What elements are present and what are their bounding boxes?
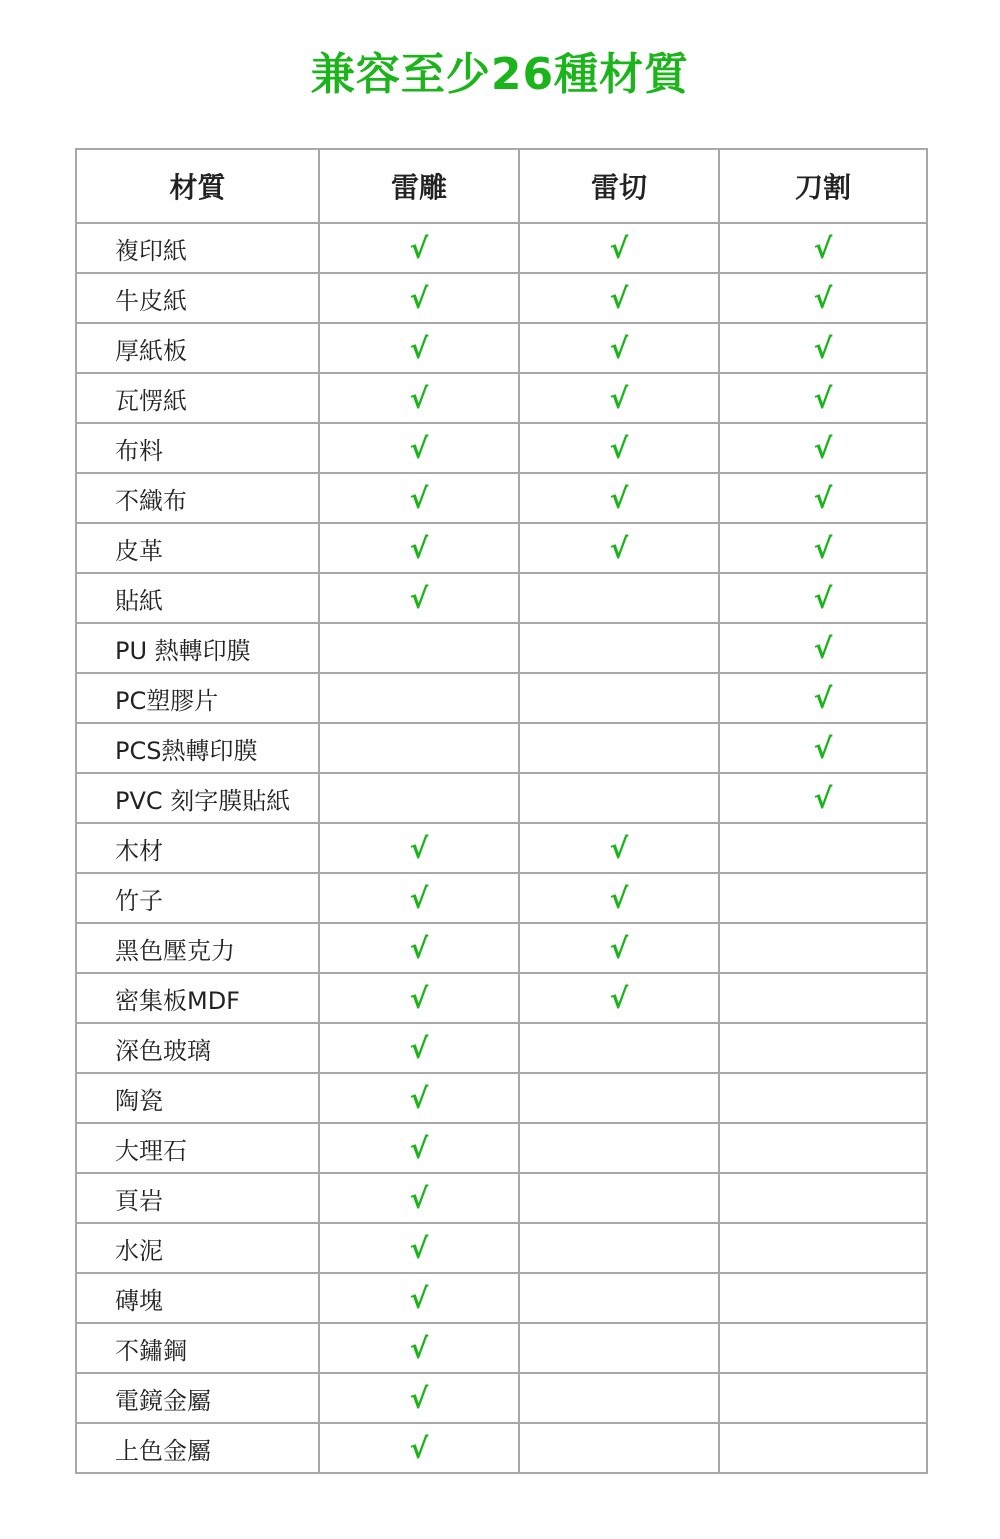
header-laser-cut: 雷切 xyxy=(519,149,719,223)
laser-cut-cell xyxy=(519,873,719,923)
material-name: PCS熱轉印膜 xyxy=(76,723,319,773)
table-row xyxy=(76,673,927,723)
laser-cut-cell xyxy=(519,1123,719,1173)
engrave-check-icon: √ xyxy=(409,1431,429,1465)
engrave-cell xyxy=(319,973,519,1023)
material-name: 不鏽鋼 xyxy=(76,1323,319,1373)
knife-cut-cell xyxy=(719,1273,927,1323)
knife-cut-cell xyxy=(719,273,927,323)
knife-cut-cell xyxy=(719,373,927,423)
engrave-cell xyxy=(319,423,519,473)
knife-cut-cell xyxy=(719,973,927,1023)
material-name: 深色玻璃 xyxy=(76,1023,319,1073)
engrave-check-icon: √ xyxy=(409,481,429,515)
material-name: 木材 xyxy=(76,823,319,873)
laser-cut-cell xyxy=(519,1223,719,1273)
laser-cut-cell xyxy=(519,1373,719,1423)
engrave-cell xyxy=(319,823,519,873)
knife-cut-cell xyxy=(719,873,927,923)
table-row xyxy=(76,623,927,673)
engrave-check-icon: √ xyxy=(409,1131,429,1165)
laser-cut-cell xyxy=(519,1323,719,1373)
laser-cut-check-icon: √ xyxy=(609,931,629,965)
engrave-cell xyxy=(319,623,519,673)
knife-cut-cell xyxy=(719,1373,927,1423)
material-name: 黑色壓克力 xyxy=(76,923,319,973)
material-name: 皮革 xyxy=(76,523,319,573)
laser-cut-cell xyxy=(519,623,719,673)
laser-cut-check-icon: √ xyxy=(609,431,629,465)
laser-cut-check-icon: √ xyxy=(609,531,629,565)
material-name: 不織布 xyxy=(76,473,319,523)
engrave-cell xyxy=(319,223,519,273)
laser-cut-cell xyxy=(519,823,719,873)
table-row xyxy=(76,1073,927,1123)
table-row xyxy=(76,1023,927,1073)
knife-cut-cell xyxy=(719,623,927,673)
knife-cut-cell xyxy=(719,823,927,873)
laser-cut-cell xyxy=(519,923,719,973)
laser-cut-check-icon: √ xyxy=(609,281,629,315)
knife-cut-cell xyxy=(719,523,927,573)
table-row xyxy=(76,373,927,423)
page-title: 兼容至少26種材質 xyxy=(310,49,690,100)
header-material: 材質 xyxy=(76,149,319,223)
engrave-cell xyxy=(319,673,519,723)
table-body xyxy=(76,223,927,1473)
engrave-cell xyxy=(319,1273,519,1323)
knife-cut-check-icon: √ xyxy=(813,281,833,315)
material-name: 貼紙 xyxy=(76,573,319,623)
table-row xyxy=(76,1273,927,1323)
engrave-check-icon: √ xyxy=(409,1181,429,1215)
knife-cut-cell xyxy=(719,423,927,473)
engrave-check-icon: √ xyxy=(409,1331,429,1365)
table-row xyxy=(76,423,927,473)
material-name: 竹子 xyxy=(76,873,319,923)
engrave-cell xyxy=(319,773,519,823)
knife-cut-check-icon: √ xyxy=(813,431,833,465)
engrave-cell xyxy=(319,273,519,323)
engrave-cell xyxy=(319,873,519,923)
material-name: 密集板MDF xyxy=(76,973,319,1023)
knife-cut-cell xyxy=(719,223,927,273)
knife-cut-check-icon: √ xyxy=(813,331,833,365)
engrave-cell xyxy=(319,1223,519,1273)
material-name: 磚塊 xyxy=(76,1273,319,1323)
engrave-check-icon: √ xyxy=(409,581,429,615)
laser-cut-check-icon: √ xyxy=(609,231,629,265)
engrave-cell xyxy=(319,1373,519,1423)
engrave-check-icon: √ xyxy=(409,1081,429,1115)
knife-cut-cell xyxy=(719,723,927,773)
engrave-check-icon: √ xyxy=(409,331,429,365)
laser-cut-cell xyxy=(519,373,719,423)
laser-cut-check-icon: √ xyxy=(609,881,629,915)
table-row xyxy=(76,723,927,773)
engrave-check-icon: √ xyxy=(409,831,429,865)
material-name: PU 熱轉印膜 xyxy=(76,623,319,673)
table-row xyxy=(76,1423,927,1473)
engrave-cell xyxy=(319,1323,519,1373)
engrave-check-icon: √ xyxy=(409,1031,429,1065)
laser-cut-cell xyxy=(519,323,719,373)
engrave-check-icon: √ xyxy=(409,381,429,415)
engrave-cell xyxy=(319,923,519,973)
knife-cut-cell xyxy=(719,1223,927,1273)
engrave-cell xyxy=(319,1123,519,1173)
engrave-cell xyxy=(319,523,519,573)
laser-cut-cell xyxy=(519,523,719,573)
knife-cut-cell xyxy=(719,1073,927,1123)
knife-cut-check-icon: √ xyxy=(813,581,833,615)
knife-cut-check-icon: √ xyxy=(813,531,833,565)
engrave-check-icon: √ xyxy=(409,881,429,915)
material-name: 厚紙板 xyxy=(76,323,319,373)
engrave-check-icon: √ xyxy=(409,531,429,565)
engrave-check-icon: √ xyxy=(409,1231,429,1265)
engrave-cell xyxy=(319,473,519,523)
knife-cut-check-icon: √ xyxy=(813,381,833,415)
laser-cut-check-icon: √ xyxy=(609,331,629,365)
laser-cut-cell xyxy=(519,273,719,323)
material-name: 電鏡金屬 xyxy=(76,1373,319,1423)
material-name: PC塑膠片 xyxy=(76,673,319,723)
knife-cut-cell xyxy=(719,923,927,973)
knife-cut-cell xyxy=(719,1123,927,1173)
laser-cut-cell xyxy=(519,423,719,473)
material-name: 頁岩 xyxy=(76,1173,319,1223)
laser-cut-cell xyxy=(519,973,719,1023)
knife-cut-check-icon: √ xyxy=(813,731,833,765)
engrave-cell xyxy=(319,1423,519,1473)
table-row xyxy=(76,773,927,823)
laser-cut-cell xyxy=(519,573,719,623)
engrave-cell xyxy=(319,1073,519,1123)
material-name: 瓦愣紙 xyxy=(76,373,319,423)
knife-cut-check-icon: √ xyxy=(813,231,833,265)
header-knife-cut: 刀割 xyxy=(719,149,927,223)
laser-cut-cell xyxy=(519,1023,719,1073)
table-row xyxy=(76,273,927,323)
laser-cut-cell xyxy=(519,1073,719,1123)
laser-cut-cell xyxy=(519,1423,719,1473)
table-row xyxy=(76,1223,927,1273)
header-engrave: 雷雕 xyxy=(319,149,519,223)
materials-compatibility-table xyxy=(75,148,928,1474)
table-row xyxy=(76,1123,927,1173)
laser-cut-check-icon: √ xyxy=(609,981,629,1015)
laser-cut-cell xyxy=(519,473,719,523)
knife-cut-cell xyxy=(719,1423,927,1473)
table-row xyxy=(76,823,927,873)
engrave-cell xyxy=(319,373,519,423)
engrave-check-icon: √ xyxy=(409,1381,429,1415)
engrave-check-icon: √ xyxy=(409,281,429,315)
knife-cut-cell xyxy=(719,1323,927,1373)
table-row xyxy=(76,323,927,373)
knife-cut-check-icon: √ xyxy=(813,481,833,515)
engrave-check-icon: √ xyxy=(409,981,429,1015)
laser-cut-cell xyxy=(519,773,719,823)
laser-cut-cell xyxy=(519,1273,719,1323)
knife-cut-check-icon: √ xyxy=(813,781,833,815)
knife-cut-cell xyxy=(719,323,927,373)
laser-cut-check-icon: √ xyxy=(609,381,629,415)
table-row xyxy=(76,873,927,923)
material-name: 牛皮紙 xyxy=(76,273,319,323)
table-header-row xyxy=(76,149,927,223)
knife-cut-cell xyxy=(719,1173,927,1223)
table-row xyxy=(76,923,927,973)
laser-cut-cell xyxy=(519,723,719,773)
engrave-cell xyxy=(319,723,519,773)
table-row xyxy=(76,973,927,1023)
engrave-check-icon: √ xyxy=(409,1281,429,1315)
material-name: 布料 xyxy=(76,423,319,473)
laser-cut-check-icon: √ xyxy=(609,831,629,865)
knife-cut-cell xyxy=(719,1023,927,1073)
material-name: 大理石 xyxy=(76,1123,319,1173)
laser-cut-cell xyxy=(519,223,719,273)
engrave-cell xyxy=(319,573,519,623)
engrave-check-icon: √ xyxy=(409,931,429,965)
knife-cut-check-icon: √ xyxy=(813,631,833,665)
material-name: 上色金屬 xyxy=(76,1423,319,1473)
laser-cut-cell xyxy=(519,1173,719,1223)
laser-cut-check-icon: √ xyxy=(609,481,629,515)
material-name: 水泥 xyxy=(76,1223,319,1273)
material-name: PVC 刻字膜貼紙 xyxy=(76,773,319,823)
table-row xyxy=(76,1323,927,1373)
engrave-cell xyxy=(319,1173,519,1223)
engrave-cell xyxy=(319,323,519,373)
laser-cut-cell xyxy=(519,673,719,723)
knife-cut-cell xyxy=(719,573,927,623)
knife-cut-check-icon: √ xyxy=(813,681,833,715)
material-name: 陶瓷 xyxy=(76,1073,319,1123)
knife-cut-cell xyxy=(719,673,927,723)
engrave-cell xyxy=(319,1023,519,1073)
table-row xyxy=(76,223,927,273)
engrave-check-icon: √ xyxy=(409,431,429,465)
table-row xyxy=(76,1173,927,1223)
engrave-check-icon: √ xyxy=(409,231,429,265)
table-row xyxy=(76,523,927,573)
knife-cut-cell xyxy=(719,773,927,823)
knife-cut-cell xyxy=(719,473,927,523)
table-row xyxy=(76,573,927,623)
table-row xyxy=(76,473,927,523)
table-row xyxy=(76,1373,927,1423)
material-name: 複印紙 xyxy=(76,223,319,273)
